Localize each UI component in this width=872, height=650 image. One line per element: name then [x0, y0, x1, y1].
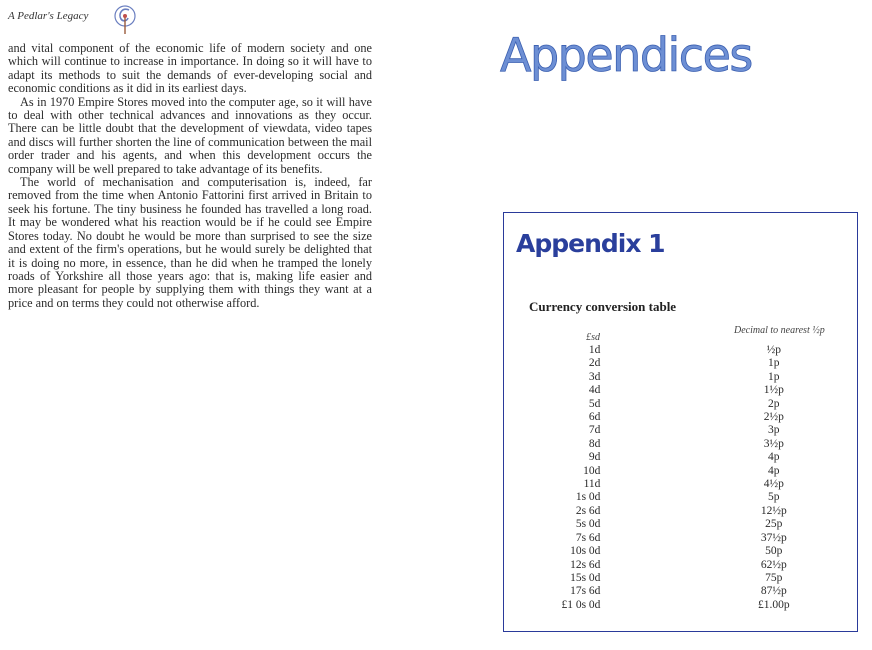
decimal-cell: 37½p: [760, 531, 787, 544]
decimal-cell: 4p: [768, 464, 780, 477]
column-header-decimal: Decimal to nearest ½p: [734, 325, 825, 336]
decimal-cell: ½p: [766, 344, 781, 356]
lsd-cell: 3d: [588, 370, 601, 383]
table-row: [544, 451, 804, 464]
paragraph: and vital component of the economic life of modern society and one which will continue to increase in importance. In doing so it will have to adapt its methods to suit the demands of ever-developing social and economic conditions as it did in its earliest days.: [8, 41, 372, 96]
table-row: [544, 465, 804, 478]
decimal-cell: 1½p: [763, 384, 784, 397]
table-row: [544, 559, 804, 572]
lsd-cell: 1s 0d: [575, 491, 601, 504]
appendix-box: [503, 212, 858, 632]
decimal-cell: 50p: [765, 545, 783, 558]
table-row: [544, 371, 804, 384]
lsd-cell: 10s 0d: [570, 545, 601, 558]
decimal-cell: 1p: [768, 370, 780, 383]
lsd-cell: 2s 6d: [575, 504, 601, 517]
decimal-cell: 12½p: [760, 504, 787, 517]
table-row: [544, 585, 804, 598]
table-row: [544, 545, 804, 558]
decimal-cell: 2½p: [763, 411, 784, 424]
column-header-lsd: £sd: [586, 332, 600, 343]
decimal-cell: 4½p: [763, 478, 784, 491]
publisher-logo-icon: [112, 4, 138, 36]
table-row: [544, 572, 804, 585]
lsd-cell: £1 0s 0d: [561, 598, 601, 611]
appendix-heading: Appendix 1: [516, 229, 665, 258]
lsd-cell: 6d: [588, 411, 601, 424]
decimal-cell: 25p: [765, 518, 783, 531]
decimal-cell: 87½p: [760, 585, 787, 598]
decimal-cell: 2p: [768, 397, 780, 410]
paragraph: As in 1970 Empire Stores moved into the computer age, so it will have to deal with other technical advances and innovations as they occur. There can be little doubt that the development of viewdata, video tapes and discs will further shorten the line of communication between the mail order trader and his agents, and when this development occurs the company will be well prepared to take advantage of its benefits.: [8, 94, 372, 176]
lsd-cell: 7s 6d: [575, 531, 601, 544]
table-title: Currency conversion table: [529, 299, 677, 314]
table-row: [544, 491, 804, 504]
paragraph: The world of mechanisation and computerisation is, indeed, far removed from the time when Antonio Fattorini first arrived in Britain to seek his fortune. The tiny business he founded has travelled a long road. It may be wondered what his reaction would be if he could see Empire Stores today. No doubt he would be more than surprised to see the size and extent of the firm's operations, but he would surely be delighted that it is doing no more, in essence, than he did when he tramped the lonely roads of Yorkshire all those years ago: that is, making life easier and more pleasant for people by supplying them with things they want at a price and on terms they could not otherwise afford.: [8, 175, 372, 310]
table-row: [544, 478, 804, 491]
decimal-cell: £1.00p: [757, 598, 790, 611]
lsd-cell: 11d: [583, 478, 601, 491]
table-row: [544, 518, 804, 531]
table-row: [544, 424, 804, 437]
lsd-cell: 7d: [588, 424, 601, 437]
lsd-cell: 17s 6d: [570, 585, 601, 598]
decimal-cell: 75p: [765, 571, 783, 584]
decimal-cell: 62½p: [760, 558, 787, 571]
decimal-cell: 1p: [768, 357, 780, 370]
running-head: A Pedlar's Legacy: [8, 10, 89, 22]
page-title: Appendices: [500, 28, 752, 82]
table-row: [544, 532, 804, 545]
table-row: [544, 411, 804, 424]
table-row: [544, 384, 804, 397]
decimal-cell: 3p: [768, 424, 780, 437]
lsd-cell: 15s 0d: [570, 571, 601, 584]
lsd-cell: 4d: [588, 384, 601, 397]
lsd-cell: 9d: [588, 451, 601, 464]
conversion-table: [544, 344, 804, 612]
body-text: [8, 42, 372, 310]
table-row: [544, 398, 804, 411]
lsd-cell: 5d: [588, 397, 601, 410]
decimal-cell: 5p: [768, 491, 780, 504]
table-row: [544, 357, 804, 370]
right-page: [436, 0, 872, 650]
table-row: [544, 505, 804, 518]
lsd-cell: 1d: [588, 344, 601, 356]
lsd-cell: 8d: [588, 437, 601, 450]
table-row: [544, 438, 804, 451]
decimal-cell: 4p: [768, 451, 780, 464]
lsd-cell: 5s 0d: [575, 518, 601, 531]
lsd-cell: 12s 6d: [570, 558, 601, 571]
lsd-cell: 2d: [588, 357, 601, 370]
lsd-cell: 10d: [583, 464, 601, 477]
table-row: [544, 599, 804, 612]
table-row: [544, 344, 804, 357]
decimal-cell: 3½p: [763, 437, 784, 450]
